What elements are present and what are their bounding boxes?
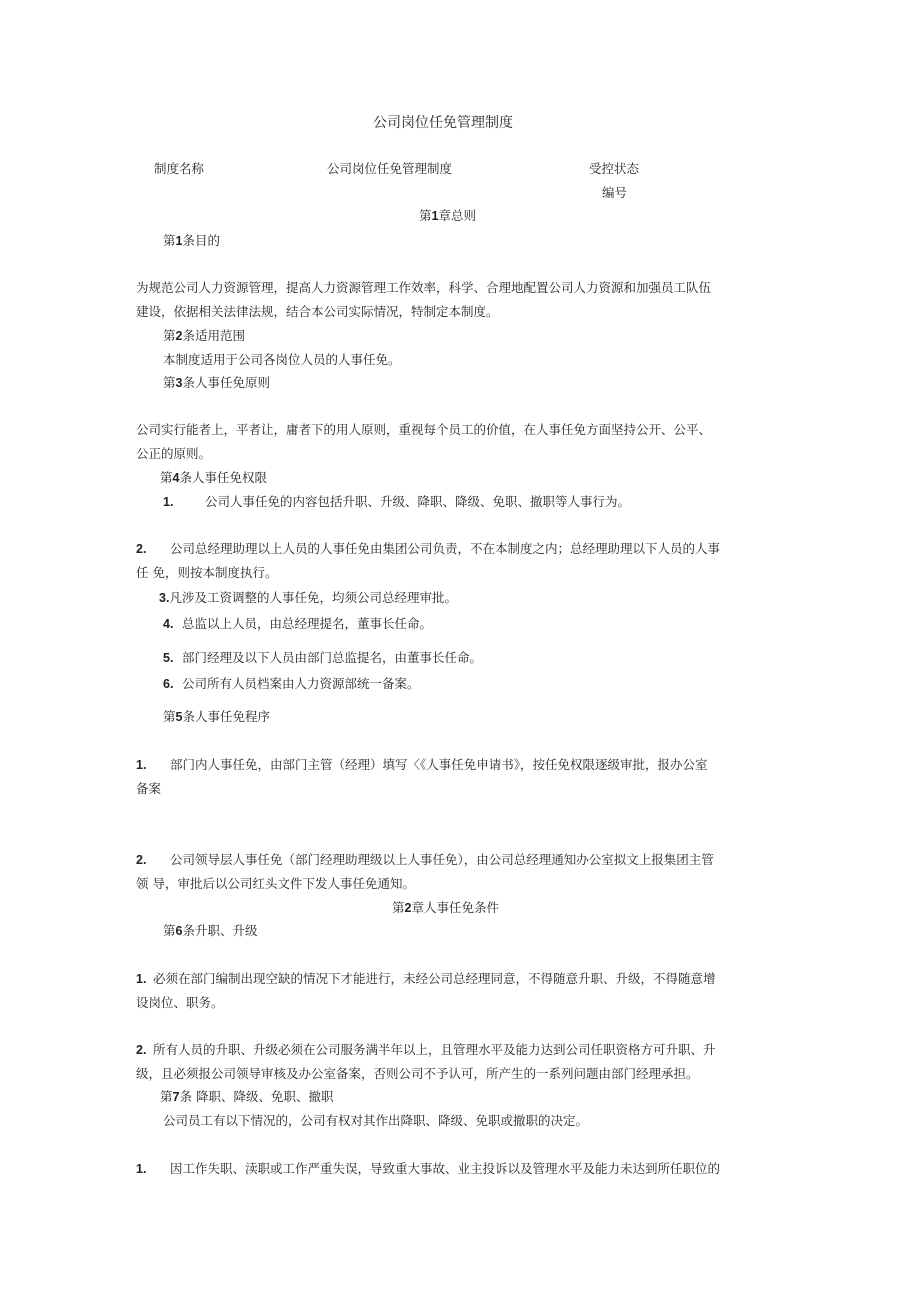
article-6-heading (163, 923, 257, 939)
article-title: 条目的 (182, 233, 220, 248)
article-4-item-2-line-2: 任 免，则按本制度执行。 (136, 565, 278, 580)
article-4-item-2-number: 2. (136, 542, 147, 556)
article-number: 7 (172, 1090, 180, 1104)
article-5-item-1-line-1: 部门内人事任免，由部门主管（经理）填写〈《人事任免申请书》，按任免权限逐级审批，报办公室 (170, 757, 708, 772)
item-number: 3. (159, 591, 170, 605)
article-prefix: 第 (163, 328, 176, 343)
article-prefix: 第 (160, 470, 173, 485)
article-3-heading (163, 375, 270, 391)
article-number: 3 (175, 376, 183, 390)
article-7-text: 公司员工有以下情况的，公司有权对其作出降职、降级、免职或撤职的决定。 (163, 1113, 589, 1128)
article-number: 2 (175, 329, 183, 343)
article-prefix: 第 (163, 375, 176, 390)
article-title: 条 降职、降级、免职、撤职 (179, 1089, 334, 1104)
article-4-item-4-number: 4. (163, 617, 174, 631)
article-2-text: 本制度适用于公司各岗位人员的人事任免。 (163, 352, 401, 367)
article-1-line-1: 为规范公司人力资源管理，提高人力资源管理工作效率，科学、合理地配置公司人力资源和加强员工队伍 (136, 280, 712, 295)
article-6-item-1-line-1: 必须在部门编制出现空缺的情况下才能进行，未经公司总经理同意，不得随意升职、升级，不得随意增 (153, 971, 716, 986)
article-5-item-2-line-1: 公司领导层人事任免（部门经理助理级以上人事任免），由公司总经理通知办公室拟文上报集团主管 (170, 852, 714, 867)
article-4-item-6-number: 6. (163, 677, 174, 691)
article-title: 条人事任免权限 (179, 470, 267, 485)
article-3-line-2: 公正的原则。 (136, 446, 212, 461)
article-4-item-3 (159, 590, 457, 606)
chapter-1-prefix: 第 (419, 208, 432, 223)
article-5-item-2-number: 2. (136, 853, 147, 867)
article-1-line-2: 建设，依据相关法律法规，结合本公司实际情况，特制定本制度。 (136, 304, 499, 319)
article-5-item-1-number: 1. (136, 758, 147, 772)
article-number: 5 (175, 710, 183, 724)
article-4-item-5-number: 5. (163, 651, 174, 665)
article-7-item-1-number: 1. (136, 1162, 147, 1176)
chapter-1-title: 章总则 (438, 208, 476, 223)
article-6-item-1-number: 1. (136, 972, 147, 986)
document-title: 公司岗位任免管理制度 (373, 115, 513, 131)
article-number: 6 (175, 924, 183, 938)
chapter-2-heading (392, 900, 499, 916)
chapter-2-number: 2 (404, 901, 412, 915)
chapter-1-number: 1 (431, 209, 439, 223)
article-6-item-1-line-2: 设岗位、职务。 (136, 995, 224, 1010)
article-7-item-1-line-1: 因工作失职、渎职或工作严重失误，导致重大事故、业主投诉以及管理水平及能力未达到所任职位的 (170, 1161, 721, 1176)
chapter-2-title: 章人事任免条件 (411, 900, 499, 915)
article-title: 条升职、升级 (182, 923, 258, 938)
chapter-2-prefix: 第 (392, 900, 405, 915)
article-prefix: 第 (160, 1089, 173, 1104)
article-prefix: 第 (163, 233, 176, 248)
article-4-item-1-text: 公司人事任免的内容包括升职、升级、降职、降级、免职、撤职等人事行为。 (205, 494, 631, 509)
number-label: 编号 (602, 185, 628, 200)
article-4-item-2-line-1: 公司总经理助理以上人员的人事任免由集团公司负责，不在本制度之内；总经理助理以下人员的人事 (170, 541, 721, 556)
article-prefix: 第 (163, 923, 176, 938)
control-status-label: 受控状态 (589, 161, 640, 176)
article-5-item-2-line-2: 领 导，审批后以公司红头文件下发人事任免通知。 (136, 876, 415, 891)
article-4-item-1-number: 1. (163, 495, 174, 509)
article-prefix: 第 (163, 709, 176, 724)
article-6-item-2-line-2: 级，且必须报公司领导审核及办公室备案，否则公司不予认可，所产生的一系列问题由部门经理承担。 (136, 1066, 699, 1081)
article-5-item-1-line-2: 备案 (136, 781, 162, 796)
regulation-name-label: 制度名称 (154, 161, 205, 176)
article-title: 条人事任免原则 (182, 375, 270, 390)
article-2-heading (163, 328, 245, 344)
article-3-line-1: 公司实行能者上，平者让，庸者下的用人原则，重视每个员工的价值，在人事任免方面坚持公开、公平、 (136, 422, 712, 437)
article-5-heading (163, 709, 270, 725)
article-number: 1 (175, 234, 183, 248)
article-6-item-2-line-1: 所有人员的升职、升级必须在公司服务满半年以上，且管理水平及能力达到公司任职资格方可升职、升 (153, 1042, 716, 1057)
article-number: 4 (172, 471, 180, 485)
article-7-heading (160, 1089, 333, 1105)
chapter-1-heading (419, 208, 476, 224)
article-4-item-6-text: 公司所有人员档案由人力资源部统一备案。 (182, 676, 420, 691)
article-6-item-2-number: 2. (136, 1043, 147, 1057)
article-title: 条适用范围 (182, 328, 245, 343)
article-4-item-4-text: 总监以上人员，由总经理提名，董事长任命。 (182, 616, 433, 631)
article-title: 条人事任免程序 (182, 709, 270, 724)
article-1-heading (163, 233, 220, 249)
item-text: 凡涉及工资调整的人事任免，均须公司总经理审批。 (169, 590, 457, 605)
article-4-heading (160, 470, 267, 486)
regulation-name-value: 公司岗位任免管理制度 (327, 161, 453, 176)
article-4-item-5-text: 部门经理及以下人员由部门总监提名，由董事长任命。 (182, 650, 483, 665)
